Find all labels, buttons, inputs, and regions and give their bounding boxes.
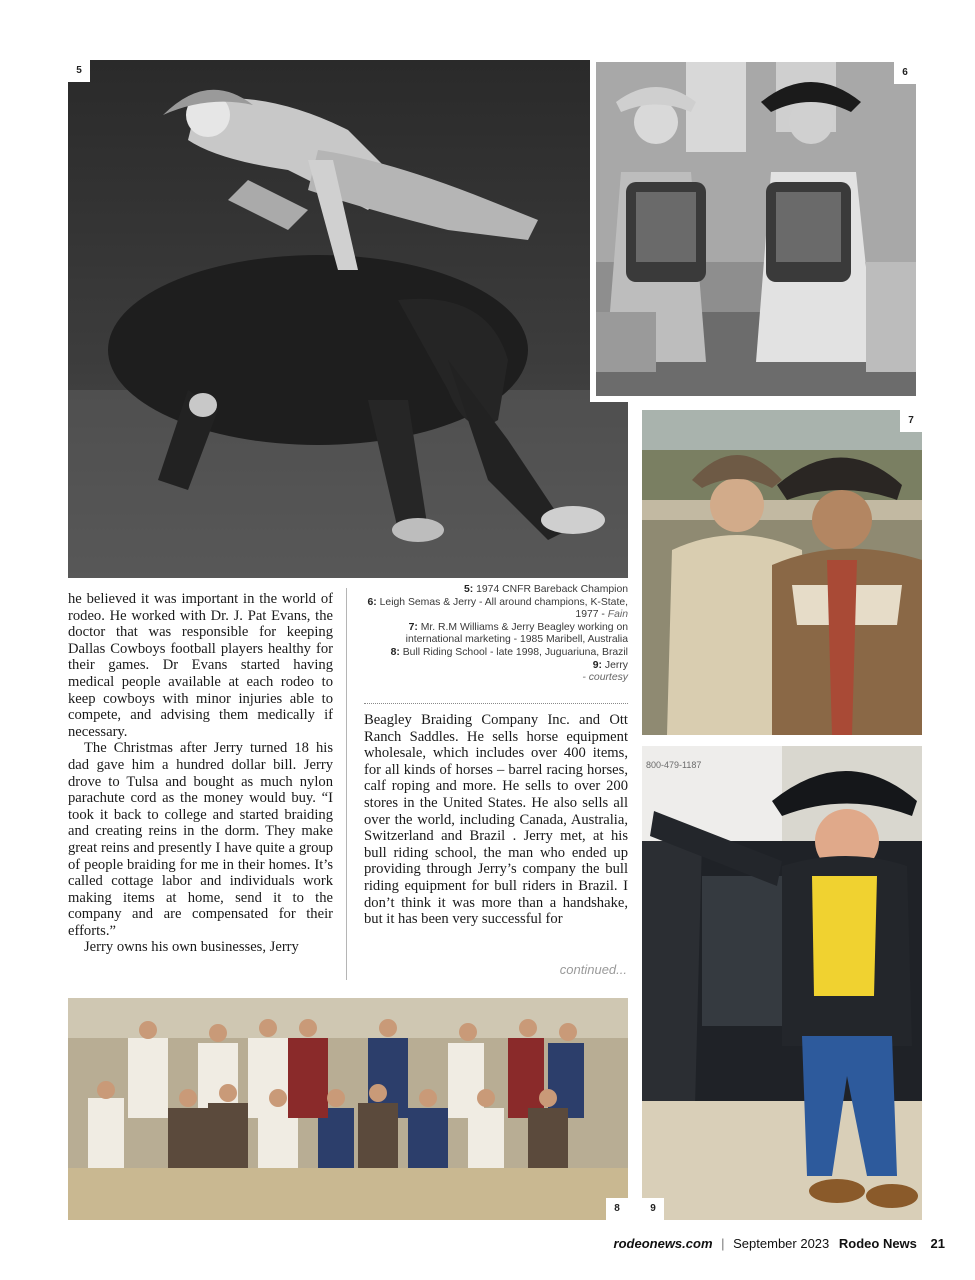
footer-magazine: Rodeo News [838, 1236, 917, 1251]
photo-bareback-rider [68, 60, 628, 578]
photo-captions [356, 584, 628, 685]
caption-divider [364, 703, 628, 704]
photo-number-badge: 9 [642, 1198, 664, 1220]
photo-number-badge: 7 [900, 410, 922, 432]
caption-6: 6: Leigh Semas & Jerry - All around champions, K-State, 1977 - Fain [367, 596, 628, 621]
photo-champions-plaques [590, 56, 922, 402]
column-divider [346, 588, 347, 980]
footer-date: September 2023 [733, 1236, 830, 1251]
caption-8: 8: Bull Riding School - late 1998, Juguariuna, Brazil [390, 646, 628, 658]
article-column-left [68, 591, 333, 956]
photo-bull-riding-school-group [68, 998, 628, 1220]
page-footer [614, 1236, 945, 1251]
continued-label: continued... [559, 962, 627, 977]
page-number: 21 [930, 1236, 945, 1251]
caption-5: 5: 1974 CNFR Bareback Champion [463, 584, 628, 595]
photo-number-badge: 8 [606, 1198, 628, 1220]
phone-number-sign: 800-479-1187 [646, 760, 702, 770]
article-paragraph: he believed it was important in the world of rodeo. He worked with Dr. J. Pat Evans, the doctor that was responsible for keeping Dallas Cowboys football players healthy for their games. Dr Evans started having medical people available at each rodeo to keep cowboys with minor injuries able to compete, and advising them medically if necessary. [68, 591, 333, 740]
photo-jerry-by-car [642, 746, 922, 1220]
caption-9: 9: Jerry [592, 659, 628, 671]
photo-williams-and-beagley [642, 410, 922, 735]
photo-number-badge: 6 [894, 62, 916, 84]
footer-separator: | [721, 1236, 725, 1251]
photo-credit: - courtesy [582, 672, 628, 684]
article-paragraph: Beagley Braiding Company Inc. and Ott Ranch Saddles. He sells horse equipment wholesale, which includes over 400 items, for all kinds of horses – barrel racing horses, calf roping and more. He sells to over 200 stores in the United States. He also sells all over the world, including Canada, Australia, Switzerland and Brazil . Jerry met, at his bull riding school, the man who ended up providing through Jerry’s company the bull riding equipment for bull riders in Brazil. I don’t think it was more than a handshake, but it has been very successful for [364, 712, 628, 928]
article-paragraph: Jerry owns his own businesses, Jerry [84, 939, 299, 956]
article-column-right [364, 712, 628, 928]
caption-7: 7: Mr. R.M Williams & Jerry Beagley working on international marketing - 1985 Maribell, Australia [405, 621, 628, 646]
article-paragraph: The Christmas after Jerry turned 18 his dad gave him a hundred dollar bill. Jerry drove to Tulsa and bought as much nylon parachute cord as the money would buy. “I took it back to college and started braiding and creating reins in the dorm. They make great reins and presently I have quite a group of people braiding for me in their homes. It’s called cottage labor and individuals work making items at home, send it to the company and are compensated for their efforts.” [68, 740, 333, 939]
footer-site[interactable]: rodeonews.com [613, 1236, 713, 1251]
photo-number-badge: 5 [68, 60, 90, 82]
